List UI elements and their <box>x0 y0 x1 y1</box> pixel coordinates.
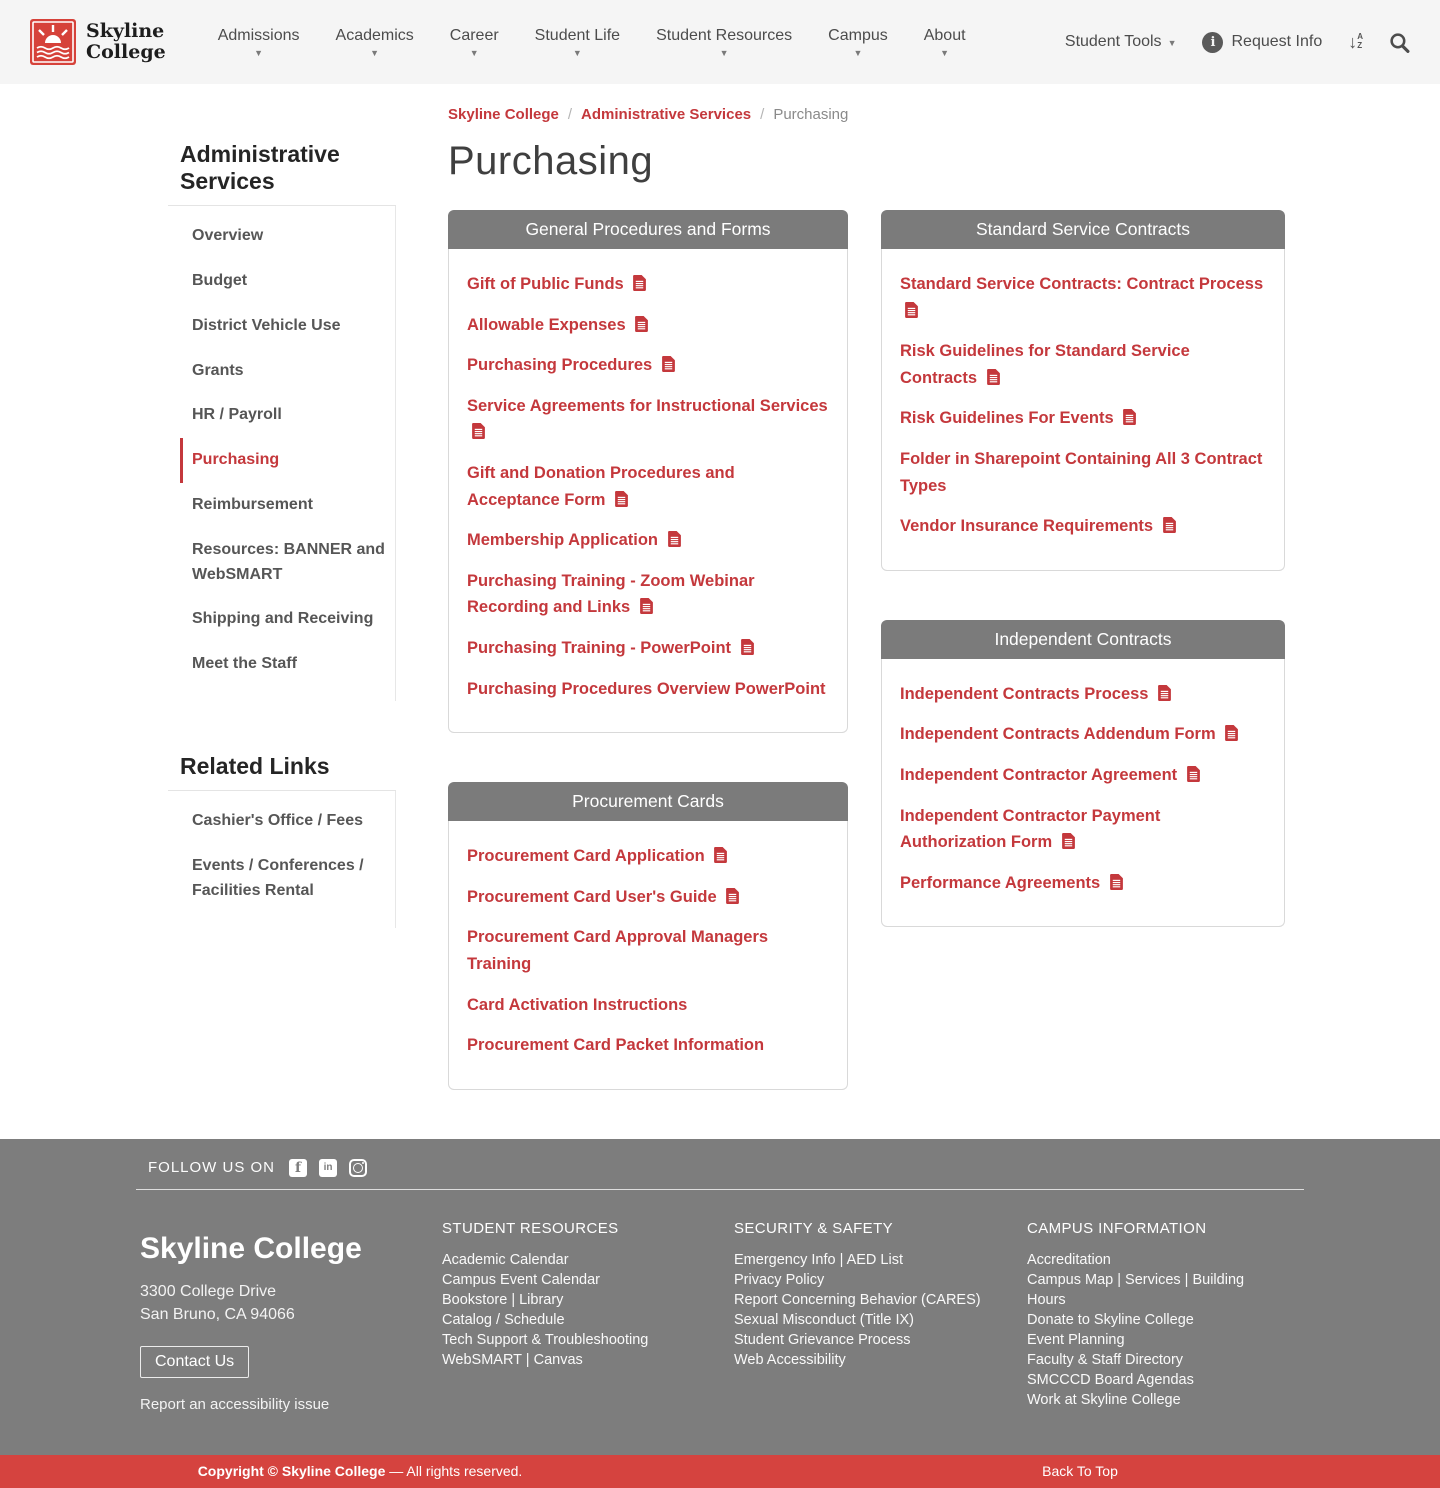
breadcrumb-current: Purchasing <box>773 106 849 123</box>
doc-link[interactable]: Procurement Card User's Guide <box>467 888 739 906</box>
doc-link[interactable]: Procurement Card Application <box>467 847 727 865</box>
document-icon <box>668 531 681 547</box>
footer-college-info <box>140 1220 430 1413</box>
footer-link[interactable]: Event Planning <box>1027 1331 1125 1348</box>
doc-link[interactable]: Procurement Card Approval Managers Training <box>467 928 769 973</box>
list-item <box>467 843 829 870</box>
document-icon <box>662 356 675 372</box>
breadcrumb-separator: / <box>760 106 765 123</box>
document-icon <box>714 847 727 863</box>
list-item <box>900 803 1266 856</box>
breadcrumb <box>140 84 1300 123</box>
sidebar-item-reimbursement[interactable]: Reimbursement <box>192 496 313 514</box>
list-item <box>900 405 1266 432</box>
sidebar-item-budget[interactable]: Budget <box>192 272 248 290</box>
nav-item-about[interactable]: About ▼ <box>923 26 966 58</box>
footer-column-title: STUDENT RESOURCES <box>442 1219 619 1237</box>
sidebar-menu <box>168 206 396 701</box>
doc-link[interactable]: Independent Contractor Agreement <box>900 766 1200 784</box>
site-header <box>0 0 1440 84</box>
skyline-sun-icon <box>30 19 76 65</box>
document-icon <box>987 369 1000 385</box>
footer-link[interactable]: Emergency Info | AED List <box>734 1251 903 1268</box>
bottom-bar <box>0 1455 1440 1488</box>
footer-link[interactable]: Tech Support & Troubleshooting <box>442 1331 649 1348</box>
document-icon <box>1110 874 1123 890</box>
doc-link[interactable]: Independent Contractor Payment Authorization Form <box>900 806 1161 852</box>
footer-student-resources <box>430 1220 720 1413</box>
doc-link[interactable]: Risk Guidelines For Events <box>900 409 1136 427</box>
doc-link[interactable]: Folder in Sharepoint Containing All 3 Contract Types <box>900 449 1263 495</box>
list-item <box>900 721 1266 748</box>
nav-item-academics[interactable]: Academics ▼ <box>335 26 414 58</box>
footer-link[interactable]: Bookstore | Library <box>442 1291 564 1308</box>
sidebar-item-district-vehicle-use[interactable]: District Vehicle Use <box>192 316 341 334</box>
info-icon: i <box>1202 32 1223 53</box>
sidebar-title: Administrative Services <box>168 133 396 206</box>
document-icon <box>1062 833 1075 849</box>
footer-link[interactable]: Academic Calendar <box>442 1251 569 1268</box>
brand-name: Skyline College <box>86 20 166 63</box>
az-index-icon[interactable]: ↓ A Z <box>1348 32 1363 52</box>
sidebar-item-meet-the-staff[interactable]: Meet the Staff <box>192 655 297 673</box>
footer-link[interactable]: Work at Skyline College <box>1027 1391 1181 1408</box>
accessibility-report-link[interactable]: Report an accessibility issue <box>140 1396 330 1414</box>
student-tools-dropdown[interactable]: Student Tools ▼ <box>1064 33 1177 50</box>
list-item <box>900 762 1266 789</box>
footer-link[interactable]: Student Grievance Process <box>734 1331 911 1348</box>
chevron-down-icon: ▼ <box>719 47 729 58</box>
list-item <box>467 924 829 977</box>
document-icon <box>1123 409 1136 425</box>
doc-link[interactable]: Independent Contracts Addendum Form <box>900 725 1238 743</box>
doc-link[interactable]: Procurement Card Packet Information <box>467 1036 765 1055</box>
main-nav <box>218 27 966 58</box>
request-info-link[interactable]: i Request Info <box>1202 32 1322 53</box>
footer-link[interactable]: Donate to Skyline College <box>1027 1311 1194 1328</box>
list-item <box>900 870 1266 897</box>
chevron-down-icon: ▼ <box>469 47 479 58</box>
footer-link[interactable]: Privacy Policy <box>734 1271 825 1288</box>
footer-link[interactable]: SMCCCD Board Agendas <box>1027 1371 1194 1388</box>
footer-address: 3300 College Drive San Bruno, CA 94066 <box>140 1282 295 1323</box>
doc-link[interactable]: Vendor Insurance Requirements <box>900 517 1176 535</box>
list-item <box>900 681 1266 708</box>
list-item <box>900 338 1266 391</box>
footer-link[interactable]: Web Accessibility <box>734 1351 846 1368</box>
document-icon <box>1158 685 1171 701</box>
footer-campus-information <box>1010 1220 1300 1413</box>
linkedin-icon[interactable]: in <box>319 1159 337 1177</box>
follow-us-label: FOLLOW US ON <box>148 1159 276 1177</box>
document-icon <box>615 491 628 507</box>
sidebar-item-overview[interactable]: Overview <box>192 227 264 245</box>
doc-link[interactable]: Independent Contracts Process <box>900 685 1171 703</box>
doc-link[interactable]: Membership Application <box>467 531 681 549</box>
site-footer <box>0 1139 1440 1455</box>
document-icon <box>472 423 485 439</box>
sidebar-item-shipping-receiving[interactable]: Shipping and Receiving <box>192 610 374 628</box>
footer-link[interactable]: Report Concerning Behavior (CARES) <box>734 1291 981 1308</box>
footer-link[interactable]: Faculty & Staff Directory <box>1027 1351 1184 1368</box>
panel-general-procedures <box>448 210 848 733</box>
panel-title: Independent Contracts <box>881 620 1285 659</box>
related-links-title: Related Links <box>168 745 396 791</box>
doc-link[interactable]: Purchasing Procedures <box>467 356 675 374</box>
list-item <box>467 527 829 554</box>
doc-link[interactable]: Standard Service Contracts: Contract Process <box>900 275 1263 320</box>
doc-link[interactable]: Card Activation Instructions <box>467 995 688 1014</box>
doc-link[interactable]: Purchasing Training - Zoom Webinar Recording and Links <box>467 571 755 617</box>
document-icon <box>1225 725 1238 741</box>
nav-item-student-life[interactable]: Student Life ▼ <box>534 26 621 58</box>
facebook-icon[interactable]: f <box>289 1159 307 1177</box>
document-icon <box>741 639 754 655</box>
breadcrumb-separator: / <box>567 106 573 123</box>
doc-link[interactable]: Purchasing Training - PowerPoint <box>467 639 754 657</box>
document-icon <box>640 598 653 614</box>
related-links-menu <box>168 791 396 927</box>
doc-link[interactable]: Purchasing Procedures Overview PowerPoint <box>467 679 826 698</box>
list-item <box>467 992 829 1019</box>
panel-independent-contracts <box>881 620 1285 928</box>
search-icon[interactable] <box>1389 32 1410 53</box>
sidebar-item-hr-payroll[interactable]: HR / Payroll <box>192 406 282 424</box>
related-item-events-conferences[interactable]: Events / Conferences / Facilities Rental <box>192 856 364 899</box>
list-item <box>900 271 1266 324</box>
chevron-down-icon: ▼ <box>940 47 950 58</box>
sidebar <box>140 133 396 1139</box>
contact-us-button[interactable]: Contact Us <box>140 1346 249 1378</box>
footer-security-safety <box>720 1220 1010 1413</box>
list-item <box>467 568 829 621</box>
back-to-top-link[interactable]: Back To Top <box>1042 1463 1118 1480</box>
list-item <box>467 312 829 339</box>
footer-link[interactable]: WebSMART | Canvas <box>442 1351 583 1368</box>
sidebar-item-purchasing[interactable]: Purchasing <box>180 438 395 483</box>
footer-college-name: Skyline College <box>140 1231 362 1265</box>
doc-link[interactable]: Gift and Donation Procedures and Acceptance Form <box>467 463 735 509</box>
instagram-icon[interactable] <box>349 1159 367 1177</box>
panel-title: Procurement Cards <box>448 782 848 821</box>
doc-link[interactable]: Allowable Expenses <box>467 316 648 334</box>
chevron-down-icon: ▼ <box>1167 37 1177 48</box>
nav-item-campus[interactable]: Campus ▼ <box>828 26 888 58</box>
doc-link[interactable]: Risk Guidelines for Standard Service Contracts <box>900 342 1190 387</box>
footer-link[interactable]: Campus Event Calendar <box>442 1271 600 1288</box>
brand-logo[interactable] <box>30 19 166 65</box>
panel-title: General Procedures and Forms <box>448 210 848 249</box>
list-item <box>467 676 829 703</box>
breadcrumb-section[interactable]: Administrative Services <box>581 106 752 123</box>
list-item <box>467 393 829 446</box>
footer-link[interactable]: Catalog / Schedule <box>442 1311 565 1328</box>
chevron-down-icon: ▼ <box>254 47 264 58</box>
nav-item-admissions[interactable]: Admissions ▼ <box>217 26 300 58</box>
chevron-down-icon: ▼ <box>370 47 380 58</box>
document-icon <box>1187 766 1200 782</box>
header-tools <box>1065 32 1410 53</box>
footer-link[interactable]: Accreditation <box>1027 1251 1111 1268</box>
copyright-text: Copyright © Skyline College — All rights reserved. <box>197 1463 523 1480</box>
document-icon <box>905 302 918 318</box>
sidebar-item-resources-banner-websmart[interactable]: Resources: BANNER and WebSMART <box>192 540 385 583</box>
footer-link[interactable]: Sexual Misconduct (Title IX) <box>734 1311 914 1328</box>
list-item <box>467 460 829 513</box>
main-content <box>396 133 1300 1139</box>
footer-link[interactable]: Campus Map | Services | Building Hours <box>1027 1271 1245 1308</box>
nav-item-student-resources[interactable]: Student Resources ▼ <box>656 26 793 58</box>
list-item <box>900 513 1266 540</box>
panel-standard-service-contracts <box>881 210 1285 571</box>
doc-link[interactable]: Performance Agreements <box>900 874 1123 892</box>
document-icon <box>635 316 648 332</box>
sidebar-item-grants[interactable]: Grants <box>192 361 244 379</box>
list-item <box>467 352 829 379</box>
list-item <box>900 446 1266 499</box>
page-title: Purchasing <box>448 139 654 183</box>
list-item <box>467 884 829 911</box>
list-item <box>467 1032 829 1059</box>
document-icon <box>1163 517 1176 533</box>
list-item <box>467 271 829 298</box>
footer-column-title: CAMPUS INFORMATION <box>1027 1219 1207 1237</box>
chevron-down-icon: ▼ <box>572 47 582 58</box>
list-item <box>467 635 829 662</box>
panel-title: Standard Service Contracts <box>881 210 1285 249</box>
document-icon <box>726 888 739 904</box>
footer-column-title: SECURITY & SAFETY <box>734 1219 894 1237</box>
doc-link[interactable]: Service Agreements for Instructional Services <box>467 397 828 442</box>
doc-link[interactable]: Gift of Public Funds <box>467 275 646 293</box>
panel-procurement-cards <box>448 782 848 1090</box>
document-icon <box>633 275 646 291</box>
chevron-down-icon: ▼ <box>853 47 863 58</box>
nav-item-career[interactable]: Career ▼ <box>449 26 499 58</box>
related-item-cashiers-office[interactable]: Cashier's Office / Fees <box>192 812 363 830</box>
breadcrumb-home[interactable]: Skyline College <box>448 106 559 123</box>
